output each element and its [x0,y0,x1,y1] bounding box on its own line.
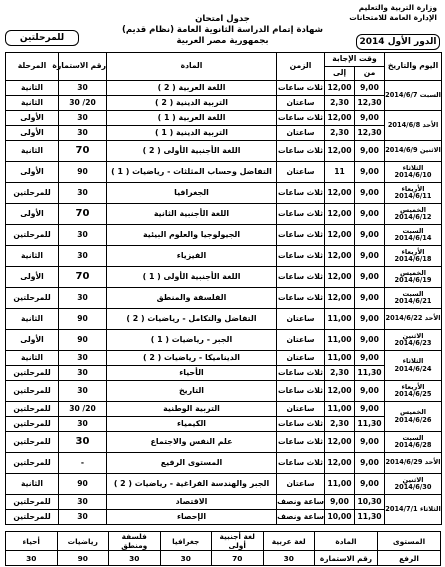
time-from: 9,00 [355,330,385,351]
time-to: 12,00 [325,453,355,474]
exam-subject: اللغة العربية ( 2 ) [107,81,277,96]
exam-score: 90 [59,474,107,495]
col-day-date: اليوم والتاريخ [385,53,442,81]
col-subject: المادة [107,53,277,81]
exam-score: 20/ 30 [59,96,107,111]
exam-subject: الأحياء [107,366,277,381]
time-from: 9,00 [355,381,385,402]
exam-duration: ثلاث ساعات [277,204,325,225]
exam-duration: ساعتان [277,126,325,141]
exam-date: السبت 2014/6/21 [385,288,442,309]
schedule-row [6,309,442,330]
exam-stage: للمرحلتين [6,432,59,453]
exam-stage: الأولى [6,126,59,141]
exam-subject: الجيولوجيا والعلوم البيئية [107,225,277,246]
exam-stage: للمرحلتين [6,453,59,474]
time-to: 11 [325,162,355,183]
exam-stage: للمرحلتين [6,366,59,381]
summary-value: 30 [263,551,315,566]
time-to: 12,00 [325,267,355,288]
exam-score: 90 [59,162,107,183]
exam-subject: الجغرافيا [107,183,277,204]
exam-subject: الإحصاء [107,510,277,525]
exam-date: الخميس 2014/6/19 [385,267,442,288]
time-from: 9,00 [355,246,385,267]
exam-duration: ثلاث ساعات [277,267,325,288]
time-from: 9,00 [355,267,385,288]
time-from: 9,00 [355,432,385,453]
exam-score: 30 [59,417,107,432]
schedule-row [6,474,442,495]
title-line-3: بجمهورية مصر العربية [176,36,269,46]
exam-date: الخميس 2014/6/26 [385,402,442,432]
time-to: 12,00 [325,204,355,225]
ministry-name: وزارة التربية والتعليم [358,3,437,12]
exam-duration: ثلاث ساعات [277,432,325,453]
exam-duration: ثلاث ساعات [277,288,325,309]
exam-stage: للمرحلتين [6,183,59,204]
exam-subject: اللغة العربية ( 1 ) [107,111,277,126]
time-to: 12,00 [325,183,355,204]
exam-duration: ساعتان [277,330,325,351]
time-to: 12,00 [325,288,355,309]
exam-score: 30 [59,351,107,366]
exam-duration: ثلاث ساعات [277,246,325,267]
time-to: 12,00 [325,381,355,402]
schedule-row [6,417,442,432]
exam-subject: الجبر والهندسة الفراغية - رياضيات ( 2 ) [107,474,277,495]
exam-duration: ثلاث ساعات [277,453,325,474]
schedule-row [6,453,442,474]
exam-subject: التربية الدينية ( 1 ) [107,126,277,141]
summary-subject: جغرافيا [160,532,212,551]
schedule-row [6,183,442,204]
time-from: 9,00 [355,183,385,204]
time-from: 9,00 [355,162,385,183]
exam-date: الأربعاء 2014/6/25 [385,381,442,402]
exam-stage: للمرحلتين [6,381,59,402]
schedule-row [6,402,442,417]
time-to: 11,00 [325,330,355,351]
exam-duration: ساعتان [277,351,325,366]
exam-score: - [59,453,107,474]
schedule-row [6,366,442,381]
exam-duration: ثلاث ساعات [277,81,325,96]
schedule-row [6,381,442,402]
schedule-row [6,81,442,96]
exam-score: 30 [59,183,107,204]
exam-date: الأحد 2014/6/29 [385,453,442,474]
col-duration: الزمن [277,53,325,81]
time-to: 11,00 [325,474,355,495]
exam-date: الثلاثاء 2014/6/24 [385,351,442,381]
time-from: 9,00 [355,204,385,225]
exam-score: 30 [59,126,107,141]
summary-value: 90 [57,551,109,566]
exam-subject: الجبر - رياضيات ( 1 ) [107,330,277,351]
exam-stage: الثانية [6,474,59,495]
schedule-row [6,141,442,162]
schedule-row [6,204,442,225]
exam-stage: الثانية [6,309,59,330]
exam-duration: ساعتان [277,96,325,111]
time-to: 11,00 [325,351,355,366]
exam-stage: الثانية [6,96,59,111]
exam-schedule-table [5,52,442,525]
exam-duration: ساعتان [277,309,325,330]
exam-score: 30 [59,381,107,402]
exam-subject: التربية الوطنية [107,402,277,417]
exam-stage: الأولى [6,267,59,288]
exam-score: 30 [59,366,107,381]
time-to: 11,00 [325,309,355,330]
exam-subject: الاقتصاد [107,495,277,510]
level-label: المستوى [378,532,441,551]
col-max-score: رقم الاستمارة [59,53,107,81]
summary-value: 30 [109,551,161,566]
title-line-1: جدول امتحان [195,14,250,24]
exam-score: 90 [59,330,107,351]
time-from: 9,00 [355,351,385,366]
col-from: من [355,67,385,81]
score-summary-table [5,531,441,566]
exam-stage: الثانية [6,246,59,267]
summary-value: 30 [160,551,212,566]
exam-subject: الفلسفة والمنطق [107,288,277,309]
time-to: 12,00 [325,141,355,162]
schedule-row [6,225,442,246]
exam-stage: الثانية [6,141,59,162]
subject-label: المادة [315,532,378,551]
schedule-row [6,330,442,351]
summary-value: 70 [212,551,264,566]
schedule-row [6,96,442,111]
exam-date: الاثنين 2014/6/30 [385,474,442,495]
exam-duration: ثلاث ساعات [277,381,325,402]
time-from: 12,30 [355,96,385,111]
exam-score: 30 [59,288,107,309]
time-to: 2,30 [325,96,355,111]
time-to: 12,00 [325,246,355,267]
exam-duration: ساعة ونصف [277,510,325,525]
exam-date: الاثنين 2014/6/9 [385,141,442,162]
exam-date: الثلاثاء 2014/7/1 [385,495,442,525]
section-badge: للمرحلتين [5,30,79,46]
exam-subject: الديناميكا - رياضيات ( 2 ) [107,351,277,366]
title-line-2: شهادة إتمام الدراسة الثانوية العامة (نظام قديم) [122,25,323,35]
exam-duration: ساعة ونصف [277,495,325,510]
exam-date: الأحد 2014/6/8 [385,111,442,141]
exam-duration: ساعتان [277,402,325,417]
time-to: 12,00 [325,432,355,453]
exam-duration: ساعتان [277,162,325,183]
exam-score: 30 [59,510,107,525]
time-from: 9,00 [355,474,385,495]
exam-date: السبت 2014/6/28 [385,432,442,453]
exam-date: الأربعاء 2014/6/18 [385,246,442,267]
exam-duration: ثلاث ساعات [277,141,325,162]
time-from: 9,00 [355,111,385,126]
exam-subject: علم النفس والاجتماع [107,432,277,453]
schedule-row [6,510,442,525]
time-to: 12,00 [325,225,355,246]
exam-date: الأحد 2014/6/22 [385,309,442,330]
exam-score: 70 [59,267,107,288]
summary-subject: لغة عربية [263,532,315,551]
exam-score: 30 [59,246,107,267]
exam-subject: التفاضل والتكامل - رياضيات ( 2 ) [107,309,277,330]
exam-stage: للمرحلتين [6,288,59,309]
exam-score: 70 [59,141,107,162]
exam-subject: اللغة الأجنبية الثانية [107,204,277,225]
exam-score: 30 [59,81,107,96]
exam-date: السبت 2014/6/14 [385,225,442,246]
time-from: 9,00 [355,288,385,309]
time-from: 9,00 [355,141,385,162]
exam-subject: التفاضل وحساب المثلثات - رياضيات ( 1 ) [107,162,277,183]
exam-score: 90 [59,309,107,330]
exam-duration: ثلاث ساعات [277,183,325,204]
schedule-row [6,288,442,309]
exam-stage: للمرحلتين [6,225,59,246]
exam-round-badge: الدور الأول 2014 [356,34,440,50]
schedule-row [6,162,442,183]
exam-stage: للمرحلتين [6,510,59,525]
exam-stage: الثانية [6,351,59,366]
exam-subject: المستوى الرفيع [107,453,277,474]
exam-date: الخميس 2014/6/12 [385,204,442,225]
exam-stage: الأولى [6,204,59,225]
time-to: 2,30 [325,417,355,432]
schedule-row [6,495,442,510]
schedule-row [6,246,442,267]
score-label: رقم الاستمارة [315,551,378,566]
schedule-row [6,351,442,366]
time-to: 11,00 [325,402,355,417]
time-from: 9,00 [355,81,385,96]
exam-duration: ثلاث ساعات [277,417,325,432]
exam-duration: ساعتان [277,474,325,495]
exam-stage: للمرحلتين [6,495,59,510]
time-to: 2,30 [325,126,355,141]
department-name: الإدارة العامة للامتحانات [349,13,437,22]
time-from: 10,30 [355,495,385,510]
time-from: 12,30 [355,126,385,141]
schedule-row [6,111,442,126]
summary-value: 30 [6,551,58,566]
exam-stage: الأولى [6,111,59,126]
exam-date: الاثنين 2014/6/23 [385,330,442,351]
schedule-row [6,267,442,288]
time-from: 9,00 [355,453,385,474]
col-answer-time: وقت الإجابة [325,53,385,67]
summary-subject: رياضيات [57,532,109,551]
exam-subject: اللغة الأجنبية الأولى ( 2 ) [107,141,277,162]
time-from: 9,00 [355,225,385,246]
summary-subject: لغة أجنبية أولى [212,532,264,551]
time-to: 12,00 [325,111,355,126]
exam-score: 30 [59,225,107,246]
raise-label: الرفع [378,551,441,566]
summary-subject: فلسفة ومنطق [109,532,161,551]
time-from: 11,30 [355,417,385,432]
exam-stage: الأولى [6,330,59,351]
time-from: 9,00 [355,309,385,330]
schedule-row [6,126,442,141]
time-from: 11,30 [355,510,385,525]
exam-date: السبت 2014/6/7 [385,81,442,111]
time-from: 11,30 [355,366,385,381]
time-from: 9,00 [355,402,385,417]
exam-date: الثلاثاء 2014/6/10 [385,162,442,183]
exam-stage: الثانية [6,81,59,96]
summary-subject: أحياء [6,532,58,551]
time-to: 10,00 [325,510,355,525]
time-to: 9,00 [325,495,355,510]
exam-duration: ثلاث ساعات [277,366,325,381]
schedule-row [6,432,442,453]
exam-stage: الأولى [6,162,59,183]
exam-date: الأربعاء 2014/6/11 [385,183,442,204]
col-to: إلى [325,67,355,81]
exam-subject: اللغة الأجنبية الأولى ( 1 ) [107,267,277,288]
exam-stage: للمرحلتين [6,402,59,417]
exam-stage: للمرحلتين [6,417,59,432]
exam-duration: ثلاث ساعات [277,225,325,246]
exam-subject: التربية الدينية ( 2 ) [107,96,277,111]
exam-score: 70 [59,204,107,225]
exam-subject: الفيزياء [107,246,277,267]
time-to: 12,00 [325,81,355,96]
exam-subject: الكيمياء [107,417,277,432]
col-stage: المرحلة [6,53,59,81]
exam-duration: ثلاث ساعات [277,111,325,126]
time-to: 2,30 [325,366,355,381]
exam-score: 20/ 30 [59,402,107,417]
exam-score: 30 [59,432,107,453]
schedule-rows [6,81,442,525]
exam-subject: التاريخ [107,381,277,402]
exam-score: 30 [59,495,107,510]
exam-score: 30 [59,111,107,126]
